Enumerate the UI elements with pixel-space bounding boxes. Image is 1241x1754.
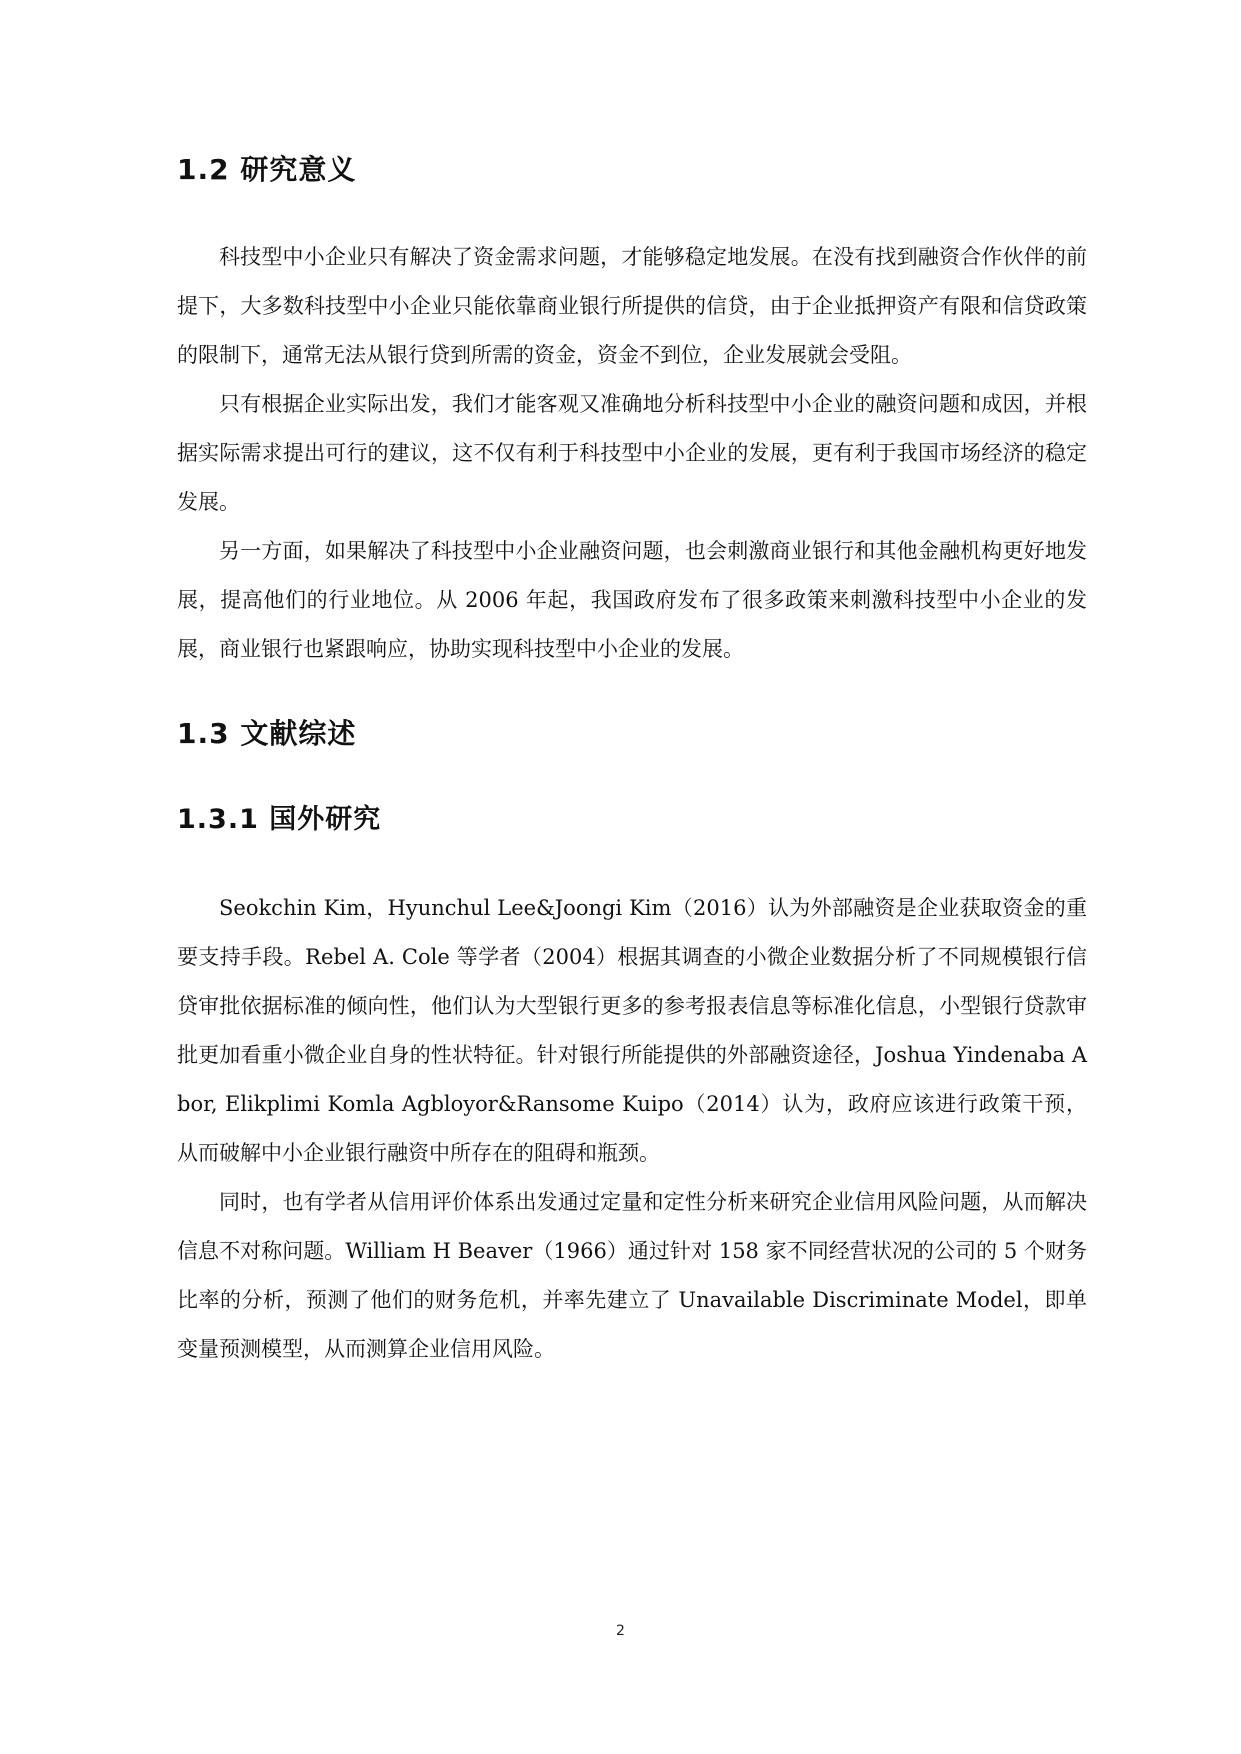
page-number: 2	[616, 1623, 625, 1639]
section-heading-1-3: 1.3 文献综述	[177, 717, 357, 750]
body-paragraph: Seokchin Kim，Hyunchul Lee&Joongi Kim（2016）认为外部融资是企业获取资金的重要支持手段。Rebel A. Cole 等学者（2004）根据其调查的小微企业数据分析了不同规模银行信贷审批依据标准的倾向性，他们认为大型银行更多的参考报表信息等标准化信息，小型银行贷款审批更加看重小微企业自身的性状特征。针对银行所能提供的外部融资途径，Joshua Yindenaba Abor, Elikplimi Komla Agbloyor&Ransome Kuipo（2014）认为，政府应该进行政策干预，从而破解中小企业银行融资中所存在的阻碍和瓶颈。	[177, 896, 1087, 1165]
section-heading-1-2: 1.2 研究意义	[177, 153, 357, 186]
body-paragraph: 只有根据企业实际出发，我们才能客观又准确地分析科技型中小企业的融资问题和成因，并根据实际需求提出可行的建议，这不仅有利于科技型中小企业的发展，更有利于我国市场经济的稳定发展。	[177, 392, 1087, 514]
body-paragraph: 科技型中小企业只有解决了资金需求问题，才能够稳定地发展。在没有找到融资合作伙伴的前提下，大多数科技型中小企业只能依靠商业银行所提供的信贷，由于企业抵押资产有限和信贷政策的限制下，通常无法从银行贷到所需的资金，资金不到位，企业发展就会受阻。	[177, 245, 1087, 367]
body-paragraph: 另一方面，如果解决了科技型中小企业融资问题，也会刺激商业银行和其他金融机构更好地发展，提高他们的行业地位。从 2006 年起，我国政府发布了很多政策来刺激科技型中小企业的发展，商业银行也紧跟响应，协助实现科技型中小企业的发展。	[177, 539, 1087, 661]
page-content	[177, 150, 1087, 1374]
body-paragraph: 同时，也有学者从信用评价体系出发通过定量和定性分析来研究企业信用风险问题，从而解决信息不对称问题。William H Beaver（1966）通过针对 158 家不同经营状况的公司的 5 个财务比率的分析，预测了他们的财务危机，并率先建立了 Unavailable Discriminate Model，即单变量预测模型，从而测算企业信用风险。	[177, 1190, 1087, 1361]
subsection-heading-1-3-1: 1.3.1 国外研究	[177, 804, 382, 835]
